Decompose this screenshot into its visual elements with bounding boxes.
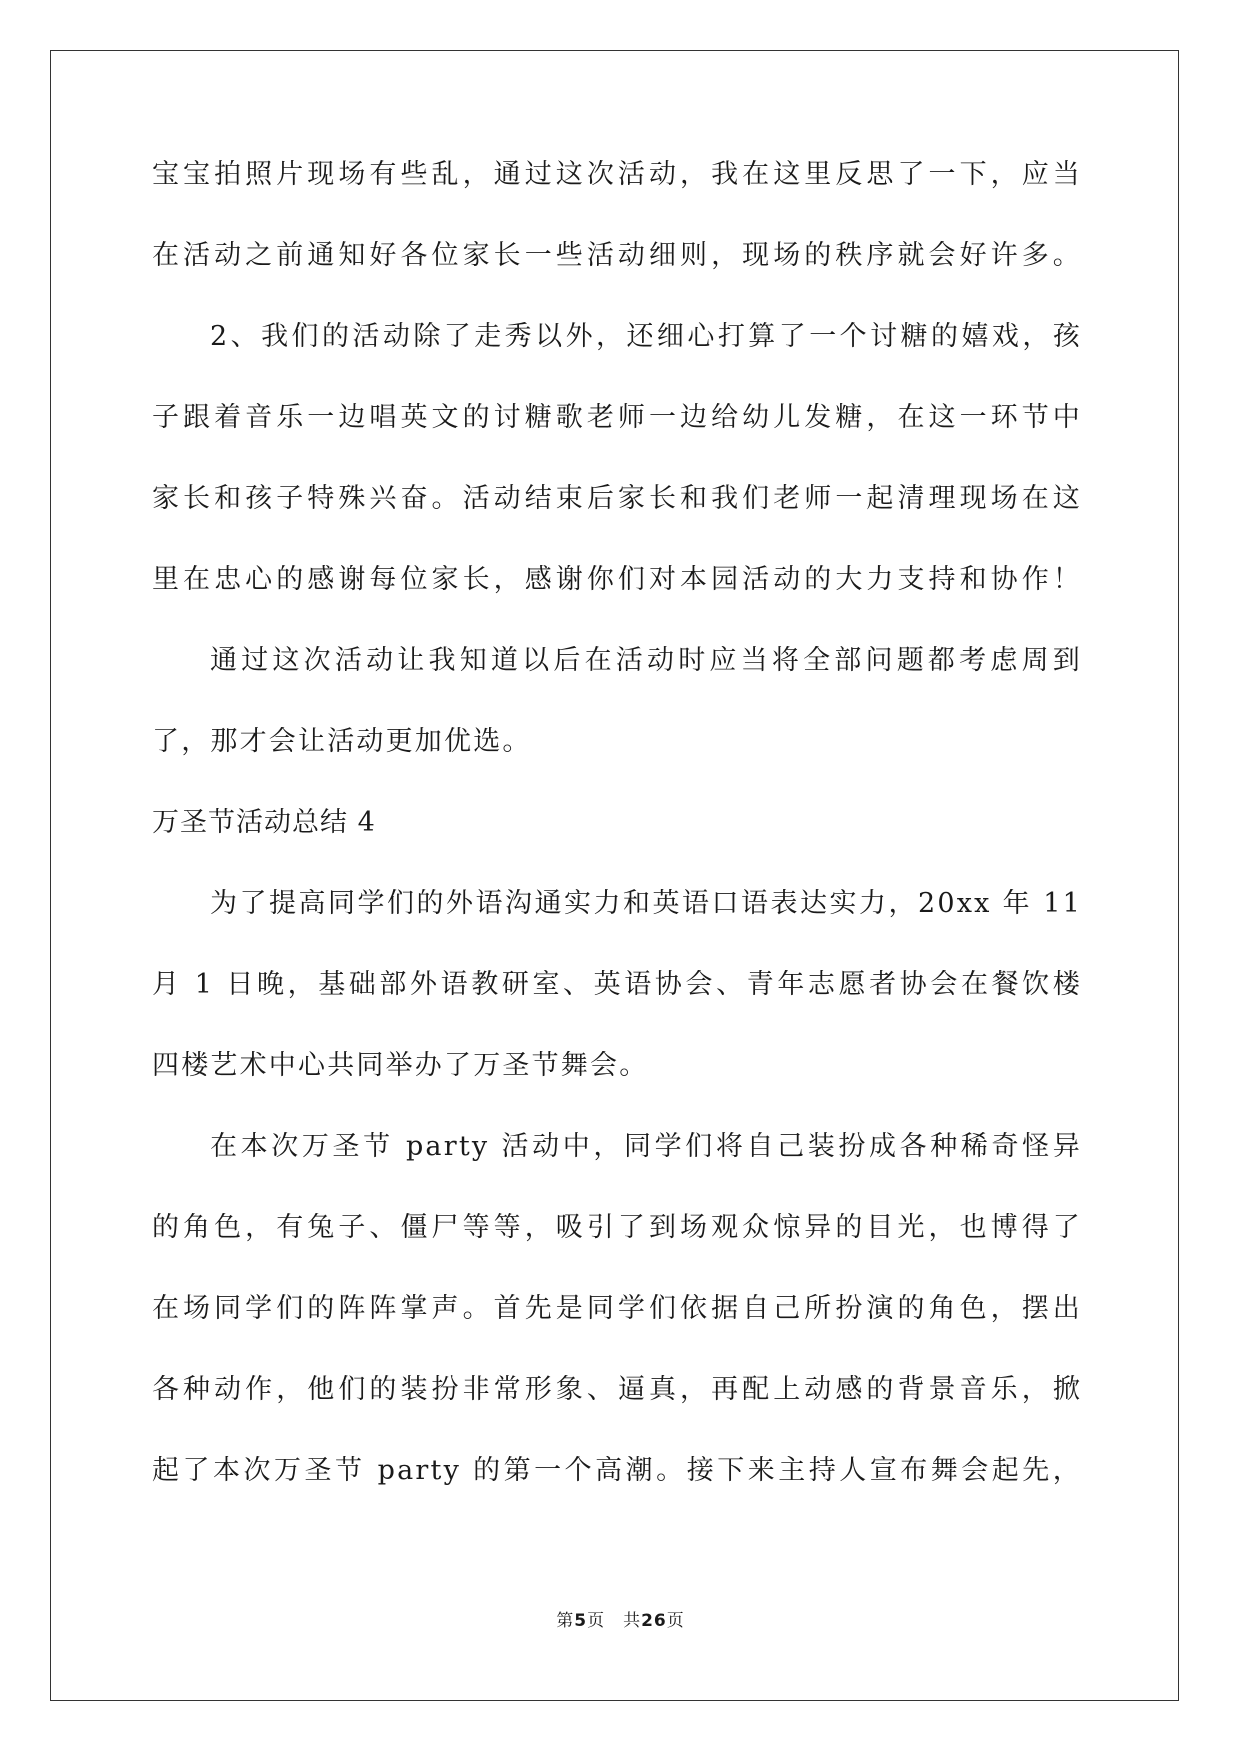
paragraph-line: 四楼艺术中心共同举办了万圣节舞会。 [152,1051,649,1081]
paragraph-line: 在活动之前通知好各位家长一些活动细则，现场的秩序就会好许多。 [152,241,1082,271]
paragraph-line: 起了本次万圣节 party 的第一个高潮。接下来主持人宣布舞会起先， [152,1456,1082,1486]
paragraph-line: 了，那才会让活动更加优选。 [152,727,532,757]
section-heading: 万圣节活动总结 4 [152,808,376,838]
total-page-count: 26 [641,1611,667,1631]
paragraph-line: 在场同学们的阵阵掌声。首先是同学们依据自己所扮演的角色，摆出 [152,1294,1082,1324]
page-footer [0,1606,1241,1631]
page-label-suffix: 页 [587,1611,606,1631]
paragraph-line: 为了提高同学们的外语沟通实力和英语口语表达实力，20xx 年 11 [210,889,1082,919]
document-body [152,160,1082,1537]
total-label-prefix: 共 [623,1611,642,1631]
paragraph-line: 2、我们的活动除了走秀以外，还细心打算了一个讨糖的嬉戏，孩 [210,322,1082,352]
paragraph-line: 在本次万圣节 party 活动中，同学们将自己装扮成各种稀奇怪异 [210,1132,1082,1162]
paragraph-line: 子跟着音乐一边唱英文的讨糖歌老师一边给幼儿发糖，在这一环节中 [152,403,1082,433]
total-label-suffix: 页 [666,1611,685,1631]
paragraph-line: 宝宝拍照片现场有些乱，通过这次活动，我在这里反思了一下，应当 [152,160,1082,190]
current-page-number: 5 [574,1611,588,1631]
page-label-prefix: 第 [556,1611,575,1631]
paragraph-line: 家长和孩子特殊兴奋。活动结束后家长和我们老师一起清理现场在这 [152,484,1082,514]
paragraph-line: 月 1 日晚，基础部外语教研室、英语协会、青年志愿者协会在餐饮楼 [152,970,1082,1000]
paragraph-line: 的角色，有兔子、僵尸等等，吸引了到场观众惊异的目光，也博得了 [152,1213,1082,1243]
paragraph-line: 通过这次活动让我知道以后在活动时应当将全部问题都考虑周到 [210,646,1082,676]
paragraph-line: 各种动作，他们的装扮非常形象、逼真，再配上动感的背景音乐，掀 [152,1375,1082,1405]
paragraph-line: 里在忠心的感谢每位家长，感谢你们对本园活动的大力支持和协作！ [152,565,1082,595]
